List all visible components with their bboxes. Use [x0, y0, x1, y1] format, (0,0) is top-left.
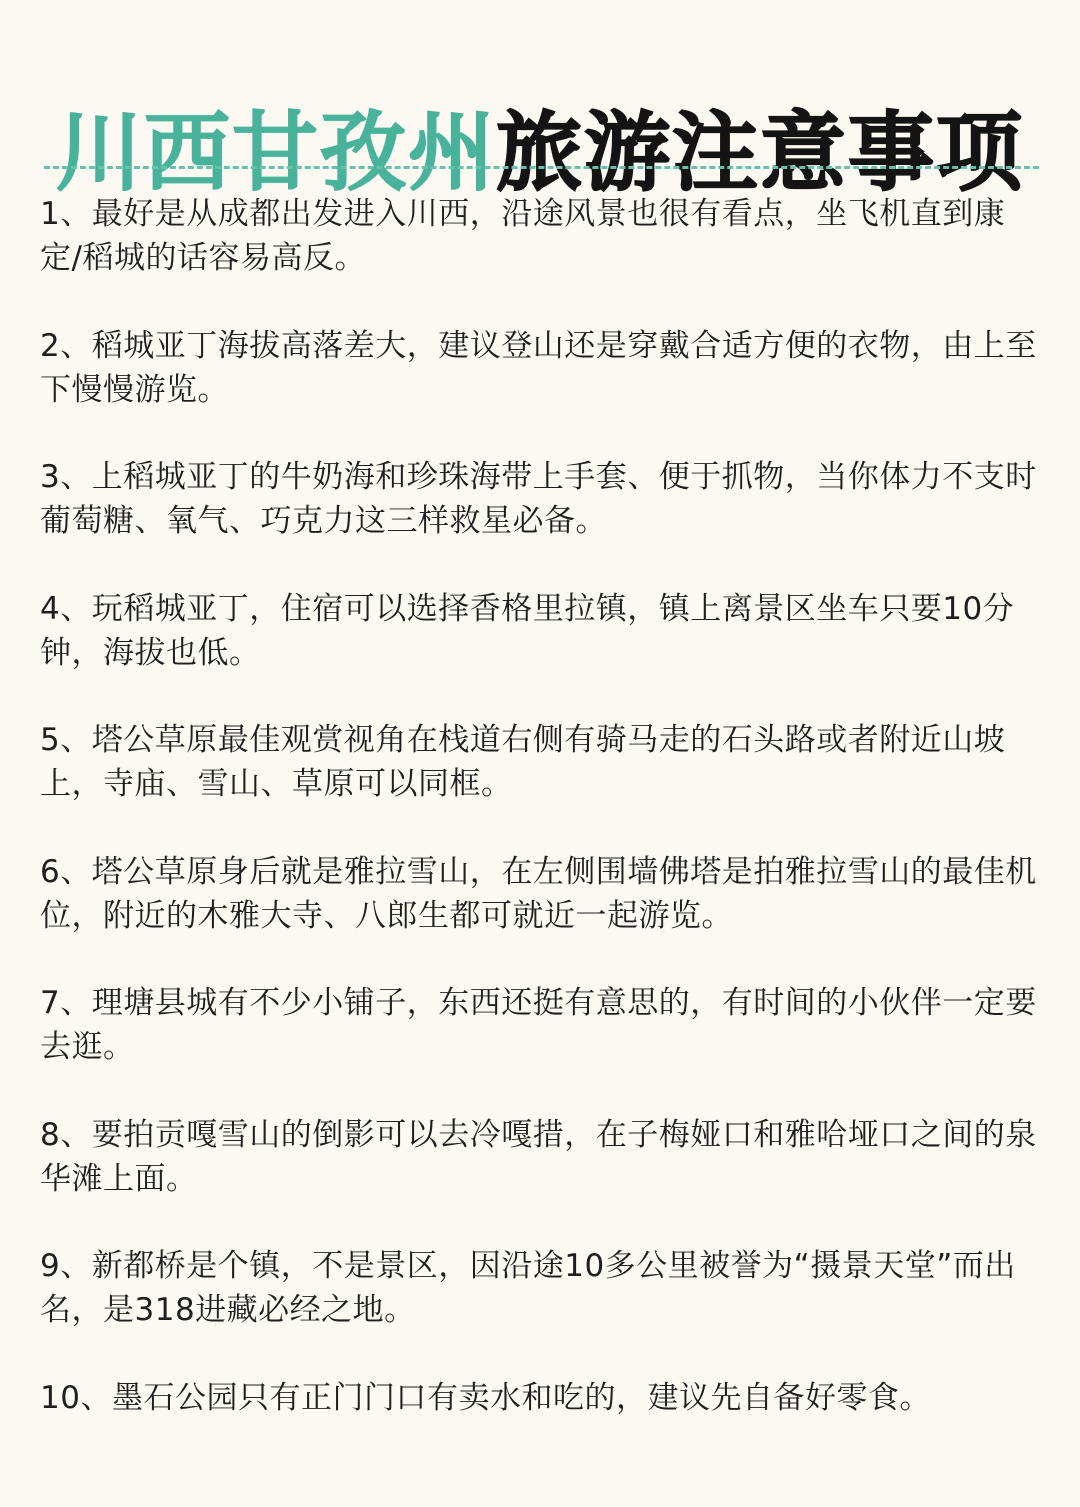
tip-item-4: 4、玩稻城亚丁，住宿可以选择香格里拉镇，镇上离景区坐车只要10分钟，海拔也低。: [40, 587, 1045, 719]
dashed-divider: [44, 166, 1039, 169]
tip-item-3: 3、上稻城亚丁的牛奶海和珍珠海带上手套、便于抓物，当你体力不支时葡萄糖、氧气、巧克力这三样救星必备。: [40, 455, 1045, 587]
tip-item-6: 6、塔公草原身后就是雅拉雪山，在左侧围墙佛塔是拍雅拉雪山的最佳机位，附近的木雅大寺、八郎生都可就近一起游览。: [40, 850, 1045, 982]
tip-item-7: 7、理塘县城有不少小铺子，东西还挺有意思的，有时间的小伙伴一定要去逛。: [40, 981, 1045, 1113]
tip-item-10: 10、墨石公园只有正门门口有卖水和吃的，建议先自备好零食。: [40, 1376, 1045, 1507]
title-main: 旅游注意事项: [496, 103, 1024, 203]
tip-item-1: 1、最好是从成都出发进入川西，沿途风景也很有看点，坐飞机直到康定/稻城的话容易高反。: [40, 192, 1045, 324]
tip-item-5: 5、塔公草原最佳观赏视角在栈道右侧有骑马走的石头路或者附近山坡上，寺庙、雪山、草原可以同框。: [40, 718, 1045, 850]
tips-list: [40, 192, 1045, 1507]
tip-item-8: 8、要拍贡嘎雪山的倒影可以去冷嘎措，在子梅娅口和雅哈垭口之间的泉华滩上面。: [40, 1113, 1045, 1245]
tip-item-9: 9、新都桥是个镇，不是景区，因沿途10多公里被誉为“摄景天堂”而出名，是318进藏必经之地。: [40, 1244, 1045, 1376]
title-accent: 川西甘孜州: [56, 103, 496, 203]
tip-item-2: 2、稻城亚丁海拔高落差大，建议登山还是穿戴合适方便的衣物，由上至下慢慢游览。: [40, 324, 1045, 456]
